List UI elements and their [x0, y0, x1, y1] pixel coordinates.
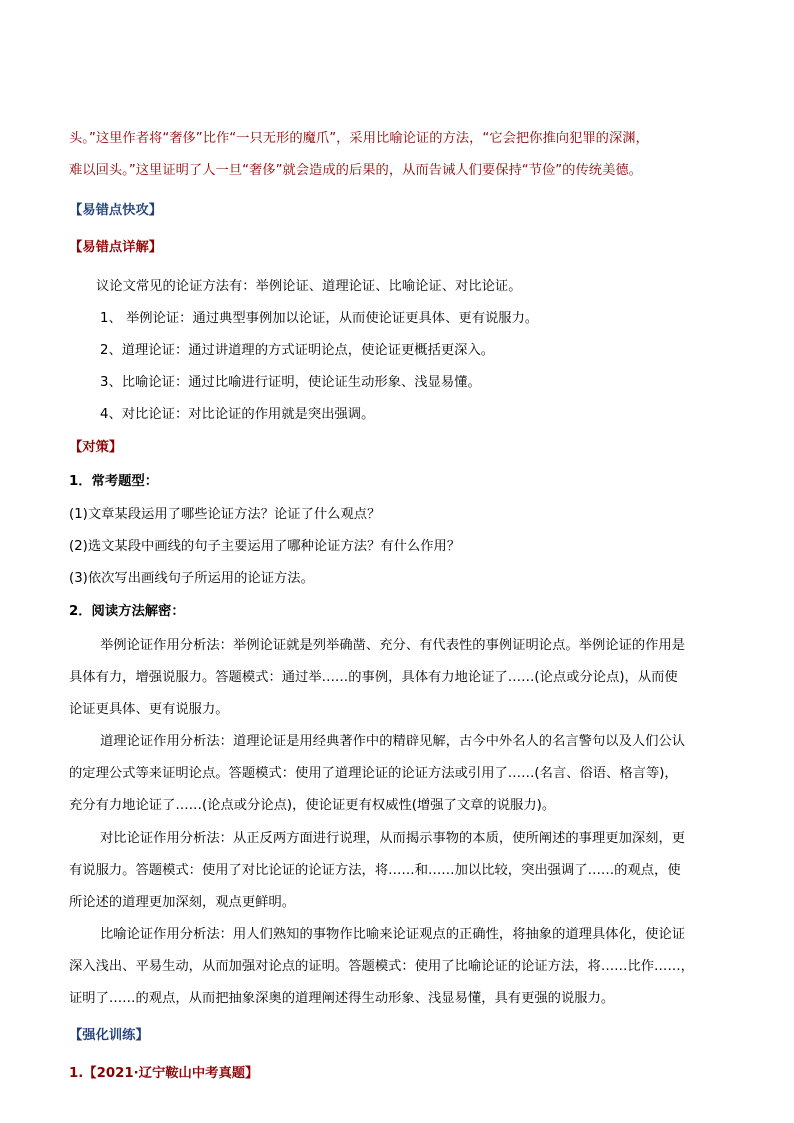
example-line-2: 具体有力，增强说服力。答题模式：通过举……的事例，具体有力地论证了……(论点或分论点)，从而使 — [69, 670, 678, 685]
metaphor-line-1: 比喻论证作用分析法：用人们熟知的事物作比喻来论证观点的正确性，将抽象的道理具体化，使论证 — [100, 927, 686, 942]
detail-item-3: 3、比喻论证：通过比喻进行证明，使论证生动形象、浅显易懂。 — [100, 375, 481, 390]
heading-detail: 【易错点详解】 — [69, 240, 163, 255]
reason-line-3: 充分有力地论证了……(论点或分论点)，使论证更有权威性(增强了文章的说服力)。 — [69, 798, 556, 813]
detail-item-1: 1、 举例论证：通过典型事例加以论证，从而使论证更具体、更有说服力。 — [100, 311, 539, 326]
detail-item-4: 4、对比论证：对比论证的作用就是突出强调。 — [100, 407, 375, 422]
heading-strategy: 【对策】 — [69, 440, 123, 455]
reason-line-2: 的定理公式等来证明论点。答题模式：使用了道理论证的论证方法或引用了……(名言、俗语、格言等)， — [69, 766, 678, 781]
question-2: (2)选文某段中画线的句子主要运用了哪种论证方法？有什么作用？ — [69, 539, 461, 554]
example-line-1: 举例论证作用分析法：举例论证就是列举确凿、充分、有代表性的事例证明论点。举例论证的作用是 — [100, 638, 686, 653]
training-item-1: 1.【2021·辽宁鞍山中考真题】 — [69, 1066, 259, 1081]
intro-line-2: 难以回头。”这里证明了人一旦“奢侈”就会造成的后果的，从而告诫人们要保持“节俭”的传统美德。 — [69, 163, 642, 178]
contrast-line-1: 对比论证作用分析法：从正反两方面进行说理，从而揭示事物的本质，使所阐述的事理更加深刻，更 — [100, 831, 686, 846]
heading-training: 【强化训练】 — [69, 1028, 149, 1043]
example-line-3: 论证更具体、更有说服力。 — [69, 702, 229, 717]
question-3: (3)依次写出画线句子所运用的论证方法。 — [69, 571, 314, 586]
heading-quick-attack: 【易错点快攻】 — [69, 203, 163, 218]
detail-summary: 议论文常见的论证方法有：举例论证、道理论证、比喻论证、对比论证。 — [96, 279, 522, 294]
strategy-sub-1: 1．常考题型： — [69, 474, 159, 489]
reason-line-1: 道理论证作用分析法：道理论证是用经典著作中的精辟见解，古今中外名人的名言警句以及人们公认 — [100, 734, 686, 749]
metaphor-line-2: 深入浅出、平易生动，从而加强对论点的证明。答题模式：使用了比喻论证的论证方法，将……比作……， — [69, 959, 694, 974]
intro-line-1: 头。”这里作者将“奢侈”比作“一只无形的魔爪”，采用比喻论证的方法，“它会把你推向犯罪的深渊， — [69, 131, 649, 146]
contrast-line-2: 有说服力。答题模式：使用了对比论证的论证方法，将……和……加以比较，突出强调了……的观点，使 — [69, 863, 681, 878]
contrast-line-3: 所论述的道理更加深刻，观点更鲜明。 — [69, 895, 296, 910]
strategy-sub-2: 2．阅读方法解密： — [69, 604, 185, 619]
metaphor-line-3: 证明了……的观点，从而把抽象深奥的道理阐述得生动形象、浅显易懂，具有更强的说服力。 — [69, 991, 615, 1006]
question-1: (1)文章某段运用了哪些论证方法？论证了什么观点？ — [69, 507, 381, 522]
detail-item-2: 2、道理论证：通过讲道理的方式证明论点，使论证更概括更深入。 — [100, 343, 495, 358]
